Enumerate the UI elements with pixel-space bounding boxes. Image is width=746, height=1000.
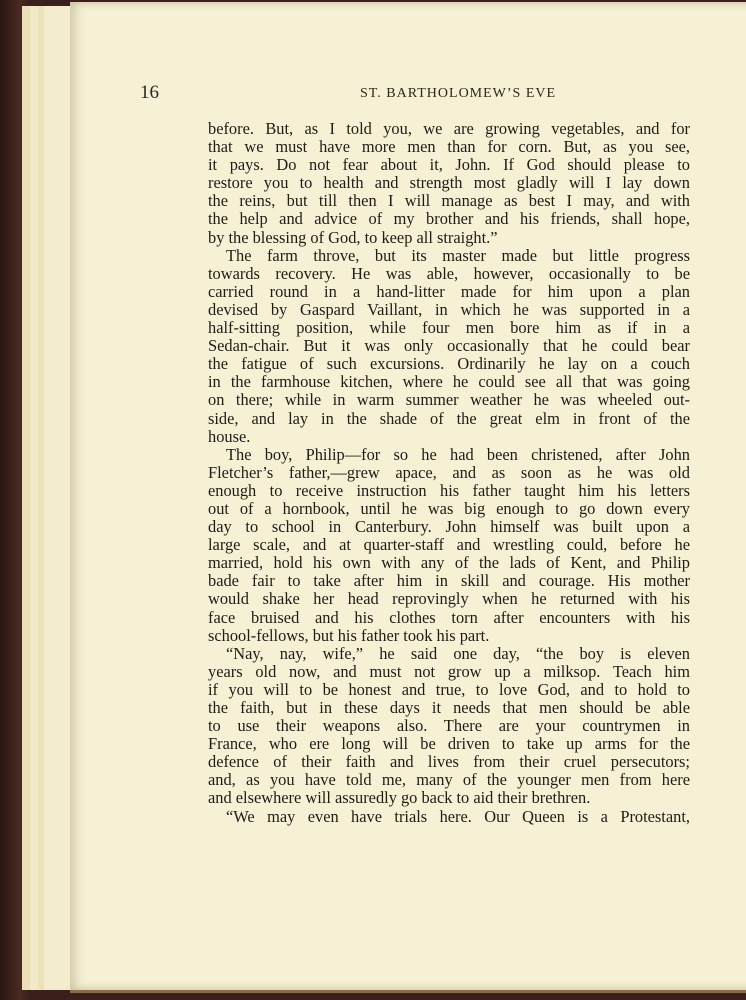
text-line: large scale, and at quarter-staff and wrestling could, before he [208, 535, 690, 555]
text-line: to use their weapons also. There are your countrymen in [208, 716, 690, 736]
text-line: the fatigue of such excursions. Ordinarily he lay on a couch [208, 354, 690, 374]
text-line: it pays. Do not fear about it, John. If God should please to [208, 155, 690, 175]
text-line: the help and advice of my brother and his friends, shall hope, [208, 209, 690, 229]
text-line: years old now, and must not grow up a milksop. Teach him [208, 661, 690, 681]
text-line: bade fair to take after him in skill and courage. His mother [208, 571, 690, 591]
text-line: school-fellows, but his father took his part. [208, 625, 490, 645]
text-line: married, hold his own with any of the lads of Kent, and Philip [208, 553, 690, 573]
body-text [208, 120, 690, 826]
text-line: defence of their faith and lives from their cruel persecutors; [208, 752, 690, 772]
text-line: Sedan-chair. But it was only occasionally that he could bear [208, 336, 690, 356]
text-line: if you will to be honest and true, to love God, and to hold to [208, 679, 690, 699]
text-line: before. But, as I told you, we are growing vegetables, and for [208, 119, 690, 138]
text-line: restore you to health and strength most gladly will I lay down [208, 173, 690, 193]
text-line: that we must have more men than for corn. But, as you see, [208, 137, 690, 157]
running-title: ST. BARTHOLOMEW’S EVE [360, 86, 557, 101]
text-line: half-sitting position, while four men bore him as if in a [208, 318, 690, 338]
text-line: the reins, but till then I will manage as best I may, and with [208, 191, 690, 211]
text-line: France, who ere long will be driven to take up arms for the [208, 734, 690, 754]
text-line: and, as you have told me, many of the younger men from here [208, 770, 690, 790]
page-header [140, 82, 660, 108]
text-line: by the blessing of God, to keep all straight.” [208, 227, 498, 247]
text-line: the faith, but in these days it needs that men should be able [208, 698, 690, 717]
text-line: devised by Gaspard Vaillant, in which he was supported in a [208, 299, 690, 319]
text-line: The farm throve, but its master made but little progress [226, 245, 690, 265]
text-line: towards recovery. He was able, however, occasionally to be [208, 263, 690, 283]
text-line: “Nay, nay, wife,” he said one day, “the boy is eleven [226, 643, 690, 663]
text-line: side, and lay in the shade of the great elm in front of the [208, 408, 690, 428]
text-line: enough to receive instruction his father taught him his letters [208, 480, 690, 500]
page-number: 16 [140, 82, 159, 103]
text-line: house. [208, 426, 251, 446]
text-line: carried round in a hand-litter made for him upon a plan [208, 281, 690, 301]
text-line: The boy, Philip—for so he had been christened, after John [226, 444, 690, 464]
text-line: “We may even have trials here. Our Queen is a Protestant, [226, 806, 690, 826]
text-line: out of a hornbook, until he was big enough to go down every [208, 498, 690, 518]
text-line: Fletcher’s father,—grew apace, and as soon as he was old [208, 462, 690, 482]
text-line: and elsewhere will assuredly go back to aid their brethren. [208, 788, 591, 808]
text-line: in the farmhouse kitchen, where he could see all that was going [208, 372, 690, 392]
text-line: on there; while in warm summer weather he was wheeled out- [208, 390, 690, 410]
text-line: face bruised and his clothes torn after encounters with his [208, 607, 690, 627]
text-line: day to school in Canterbury. John himself was built upon a [208, 517, 690, 537]
text-line: would shake her head reprovingly when he returned with his [208, 589, 690, 609]
